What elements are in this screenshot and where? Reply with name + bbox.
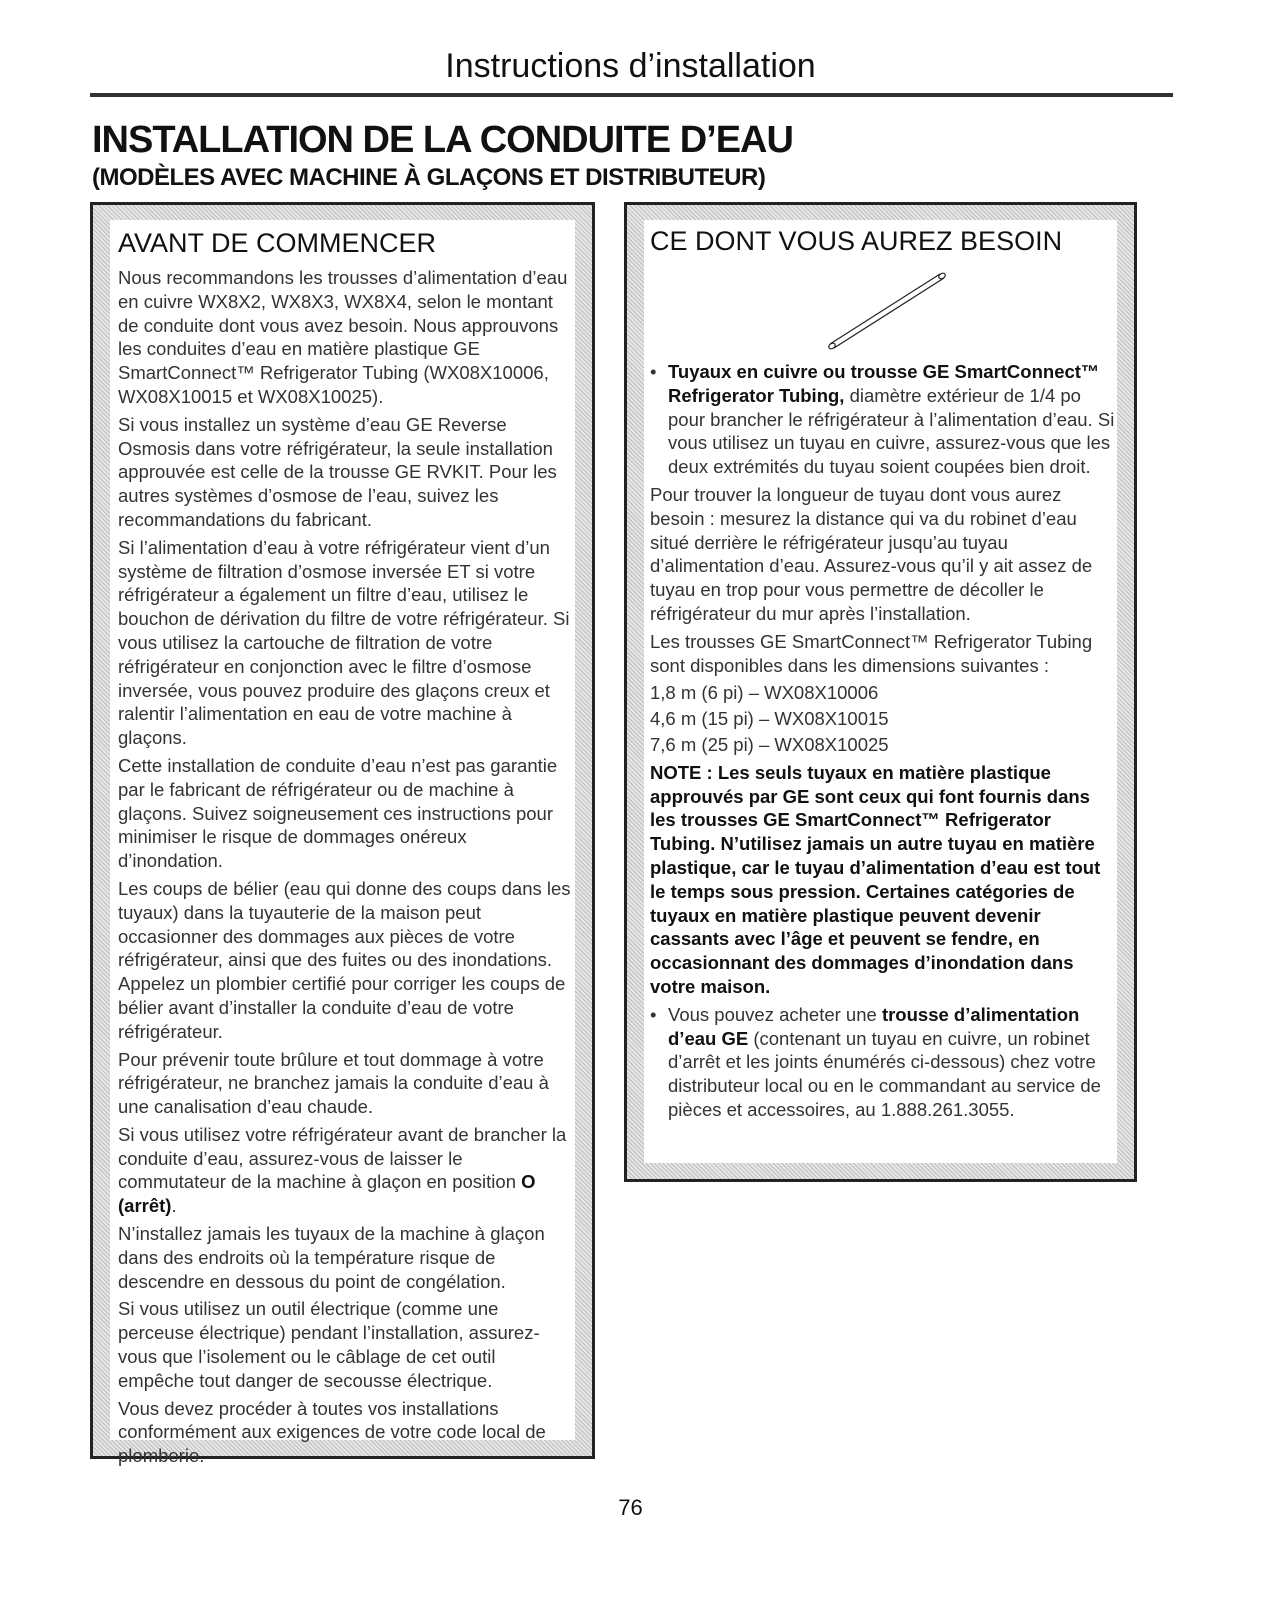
page-number: 76 [618, 1495, 643, 1520]
water-kit-intro: Vous pouvez acheter une [668, 1003, 882, 1025]
tubing-description: diamètre extérieur de 1/4 po pour brancher le réfrigérateur à l’alimentation d’eau. Si vous utilisez un tuyau en cuivre, assurez-vous que les deux extrémités du tuyau soient coupées bien droit. [668, 384, 1115, 478]
paragraph-water-hammer: Les coups de bélier (eau qui donne des coups dans les tuyaux) dans la tuyauterie de la maison peut occasionner des dommages aux pièces de votre réfrigérateur, ainsi que des fuites ou des inondations. Appelez un plombier certifié pour corriger les coups de bélier avant d’installer la conduite d’eau de votre réfrigérateur. [118, 877, 571, 1042]
paragraph-warranty: Cette installation de conduite d’eau n’est pas garantie par le fabricant de réfrigérateur ou de machine à glaçons. Suivez soigneusement ces instructions pour minimiser le risque de dommages onéreux d’inondation. [118, 754, 558, 872]
what-you-need-content [644, 220, 1117, 1163]
size-item: 7,6 m (25 pi) – WX08X10025 [650, 733, 889, 755]
paragraph-filter-bypass: Si l’alimentation d’eau à votre réfrigérateur vient d’un système de filtration d’osmose inversée ET si votre réfrigérateur a également un filtre d’eau, utilisez le bouchon de dérivation du filtre de votre réfrigérateur. Si vous utilisez la cartouche de filtration de votre réfrigérateur en conjonction avec le filtre d’osmose inversée, vous pouvez produire des glaçons creux et ralentir l’alimentation en eau de votre machine à glaçons. [118, 536, 570, 749]
before-you-begin-panel [90, 202, 595, 1467]
paragraph-available-sizes: Les trousses GE SmartConnect™ Refrigerator Tubing sont disponibles dans les dimensions suivantes : [650, 630, 1093, 676]
note-plastic-tubing: NOTE : Les seuls tuyaux en matière plastique approuvés par GE sont ceux qui font fournis dans les trousses GE SmartConnect™ Refrigerator Tubing. N’utilisez jamais un autre tuyau en matière plastique, car le tuyau d’alimentation d’eau est tout le temps sous pression. Certaines catégories de tuyaux en matière plastique peuvent devenir cassants avec l’âge et peuvent se fendre, en occasionnant des dommages d’inondation dans votre maison. [650, 761, 1101, 997]
bullet-dot-icon: • [650, 1003, 657, 1025]
header-divider [90, 93, 1173, 97]
bullet-water-kit [650, 1003, 1117, 1122]
paragraph-icemaker-switch [118, 1123, 575, 1218]
section-subtitle: (MODÈLES AVEC MACHINE À GLAÇONS ET DISTRIBUTEUR) [92, 164, 766, 191]
paragraph-copper-kits: Nous recommandons les trousses d’alimentation d’eau en cuivre WX8X2, WX8X3, WX8X4, selon le montant de conduite dont vous avez besoin. Nous approuvons les conduites d’eau en matière plastique GE SmartConnect™ Refrigerator Tubing (WX08X10006, WX08X10015 et WX08X10025). [118, 267, 568, 407]
bullet-tubing [650, 360, 1117, 479]
size-item: 1,8 m (6 pi) – WX08X10006 [650, 682, 879, 704]
icemaker-switch-text: Si vous utilisez votre réfrigérateur avant de brancher la conduite d’eau, assurez-vous de laisser le commutateur de la machine à glaçon en position [118, 1123, 567, 1193]
paragraph-power-tool: Si vous utilisez un outil électrique (comme une perceuse électrique) pendant l’installation, assurez-vous que l’isolement ou le câblage de cet outil empêche tout danger de secousse électrique. [118, 1298, 540, 1391]
paragraph-freezing: N’installez jamais les tuyaux de la machine à glaçon dans des endroits où la température risque de descendre en dessous du point de congélation. [118, 1223, 545, 1292]
icemaker-switch-end: . [171, 1195, 177, 1217]
section-title: INSTALLATION DE LA CONDUITE D’EAU [92, 119, 793, 161]
page-header-title: Instructions d’installation [445, 47, 816, 85]
water-kit-description: (contenant un tuyau en cuivre, un robinet d’arrêt et les joints énumérés ci-dessous) chez votre distributeur local ou en le commandant au service de pièces et accessoires, au 1.888.261.3055. [668, 1027, 1101, 1120]
paragraph-plumbing-code: Vous devez procéder à toutes vos installations conformément aux exigences de votre code local de plomberie. [118, 1397, 546, 1467]
paragraph-hot-water: Pour prévenir toute brûlure et tout dommage à votre réfrigérateur, ne branchez jamais la conduite d’eau à une canalisation d’eau chaude. [118, 1048, 549, 1118]
off-position-label: O (arrêt) [118, 1171, 536, 1217]
before-you-begin-heading: AVANT DE COMMENCER [118, 228, 437, 258]
what-you-need-panel [624, 202, 1137, 1182]
tubing-bold-label: Tuyaux en cuivre ou trousse GE SmartConnect™ Refrigerator Tubing, [668, 361, 1100, 406]
size-item: 4,6 m (15 pi) – WX08X10015 [650, 708, 889, 730]
water-kit-bold-label: trousse d’alimentation d’eau GE [668, 1003, 1080, 1049]
bullet-dot-icon: • [650, 361, 657, 382]
what-you-need-heading: CE DONT VOUS AUREZ BESOIN [650, 226, 1063, 256]
copper-tube-icon [814, 264, 954, 354]
before-you-begin-content [110, 220, 575, 1467]
paragraph-reverse-osmosis: Si vous installez un système d’eau GE Reverse Osmosis dans votre réfrigérateur, la seule installation approuvée est celle de la trousse GE RVKIT. Pour les autres systèmes d’osmose de l’eau, suivez les recommandations du fabricant. [118, 413, 557, 530]
paragraph-measure-length: Pour trouver la longueur de tuyau dont vous aurez besoin : mesurez la distance qui va du robinet d’eau situé derrière le réfrigérateur jusqu’au tuyau d’alimentation d’eau. Assurez-vous qu’il y ait assez de tuyau en trop pour vous permettre de décoller le réfrigérateur du mur après l’installation. [650, 483, 1093, 624]
